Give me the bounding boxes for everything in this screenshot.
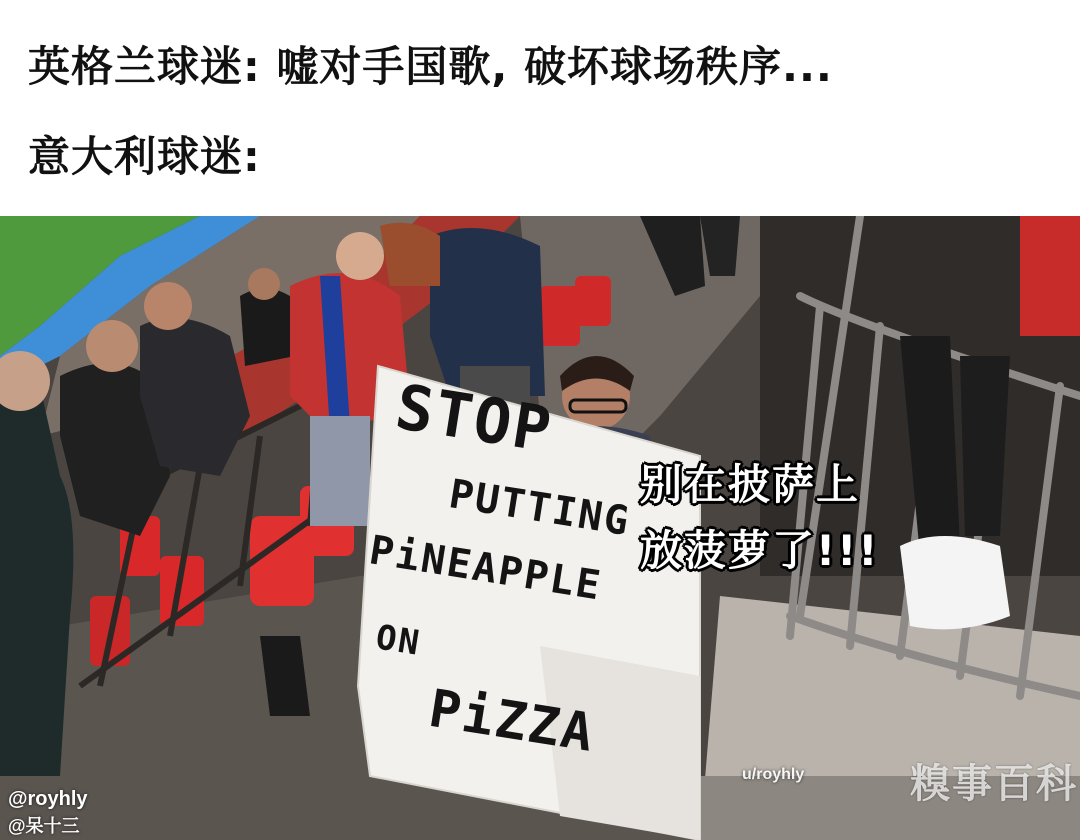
translation-line-2: 放菠萝了!!! bbox=[640, 526, 880, 575]
red-flag-right bbox=[1020, 216, 1080, 336]
reddit-watermark: u/royhly bbox=[742, 766, 805, 783]
brand-watermark: 糗事百科 bbox=[910, 761, 1078, 807]
banner-line-on: ON bbox=[373, 617, 424, 664]
caption-england-fans: 英格兰球迷: 嘘对手国歌, 破坏球场秩序... bbox=[28, 42, 833, 91]
author-watermark: @呆十三 bbox=[8, 816, 80, 836]
banner-line-putting: PUTTING bbox=[445, 471, 634, 546]
translation-line-1: 别在披萨上 bbox=[640, 460, 861, 509]
banner-line-stop: STOP bbox=[390, 369, 558, 467]
banner-line-pineapple: PiNEAPPLE bbox=[366, 527, 606, 610]
stadium-photo bbox=[0, 216, 1080, 840]
banner-line-pizza: PiZZA bbox=[425, 678, 599, 765]
caption-italy-fans: 意大利球迷: bbox=[28, 132, 261, 181]
user-watermark: @royhly bbox=[8, 788, 88, 810]
